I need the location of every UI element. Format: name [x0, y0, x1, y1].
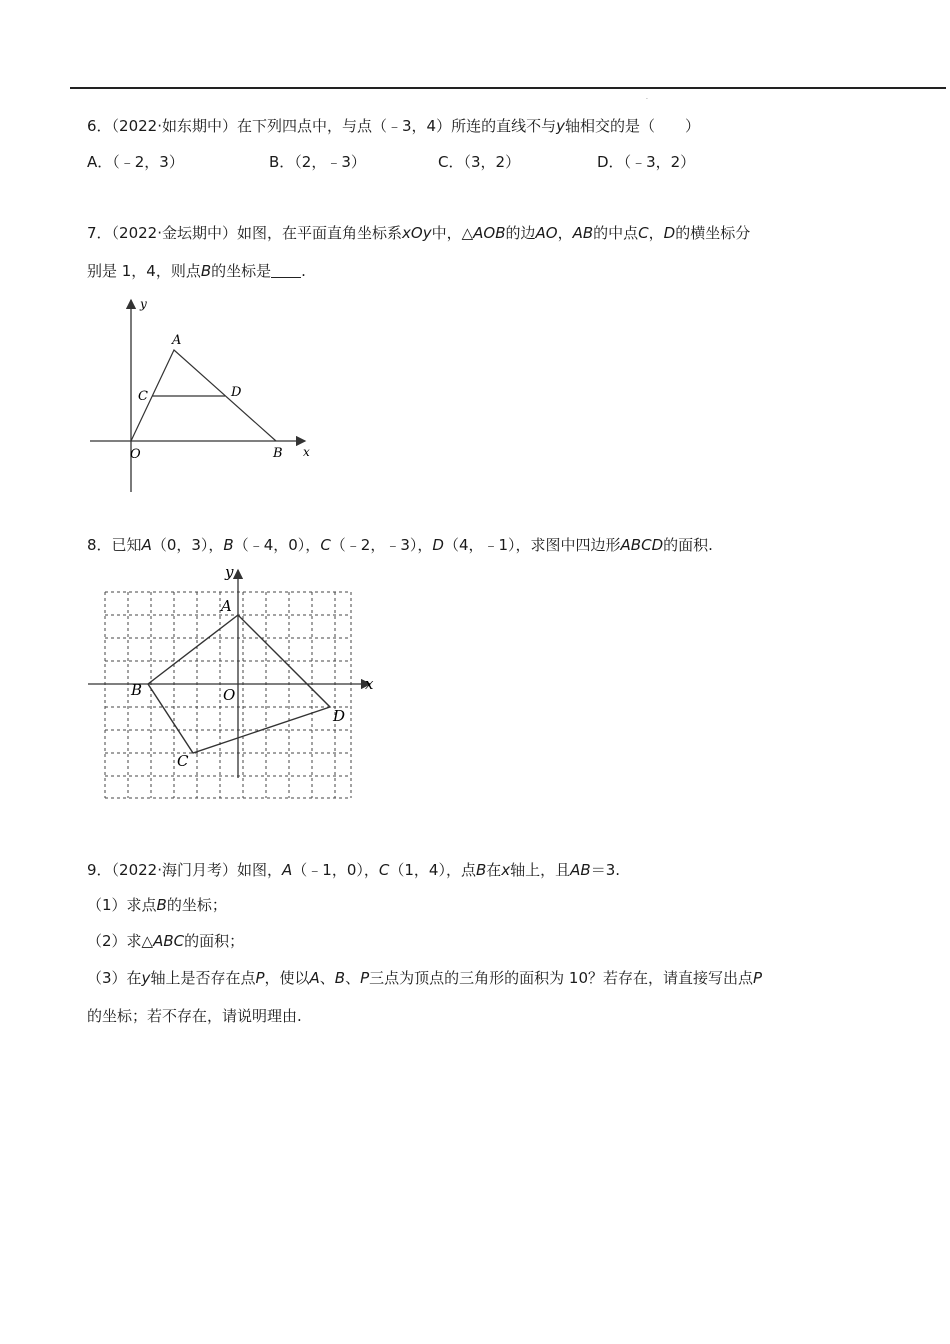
q6-stem: 6．（2022·如东期中）在下列四点中，与点（﹣3，4）所连的直线不与y轴相交的是（ ） [87, 117, 700, 135]
q9-part-1: （1）求点B的坐标； [87, 896, 227, 914]
q8-label-c: C [177, 752, 189, 770]
q7-label-y: y [140, 297, 147, 311]
q6-option-a: A．（﹣2，3） [87, 153, 184, 171]
q8-stem: 8．已知A（0，3），B（﹣4，0），C（﹣2，﹣3），D（4，﹣1），求图中四边形ABCD的面积. [87, 536, 713, 554]
q9-part-3: （3）在y轴上是否存在点P，使以A、B、P三点为顶点的三角形的面积为 10？若存在，请直接写出点P [87, 969, 763, 987]
q9-part-3-line2: 的坐标；若不存在，请说明理由. [87, 1007, 302, 1025]
q8-number: 8． [87, 536, 112, 554]
q7-label-a: A [172, 333, 182, 348]
q7-stem: 7．（2022·金坛期中）如图，在平面直角坐标系xOy中，△AOB的边AO，AB的中点C，D的横坐标分 [87, 224, 751, 242]
q7-figure [80, 290, 330, 500]
q9-number: 9． [87, 861, 112, 879]
q7-label-x: x [303, 445, 310, 459]
q7-label-b: B [273, 446, 283, 461]
q9-stem: 9．（2022·海门月考）如图，A（﹣1，0），C（1，4），点B在x轴上，且AB＝3. [87, 861, 621, 879]
q8-label-b: B [131, 681, 143, 699]
header-dot: · [646, 96, 648, 103]
q7-number: 7． [87, 224, 112, 242]
q6-source: （2022·如东期中） [111, 117, 237, 135]
q6-option-c: C．（3，2） [438, 153, 521, 171]
q8-label-o: O [223, 686, 236, 704]
q8-label-a: A [221, 597, 232, 615]
q6-number: 6． [87, 117, 112, 135]
q6-option-b: B．（2，﹣3） [269, 153, 366, 171]
q8-figure [80, 560, 380, 805]
q8-label-y: y [225, 563, 234, 581]
q7-label-d: D [231, 385, 242, 400]
q7-stem-line2: 别是 1，4，则点B的坐标是 . [87, 262, 306, 280]
q7-label-c: C [138, 389, 148, 404]
q9-part-2: （2）求△ABC的面积； [87, 932, 245, 950]
header-rule [70, 87, 946, 89]
q7-source: （2022·金坛期中） [111, 224, 237, 242]
q9-source: （2022·海门月考） [111, 861, 237, 879]
q6-option-d: D．（﹣3，2） [597, 153, 696, 171]
answer-blank [271, 263, 301, 278]
q7-label-o: O [130, 447, 141, 462]
q8-label-x: x [365, 675, 374, 693]
q8-label-d: D [333, 707, 346, 725]
